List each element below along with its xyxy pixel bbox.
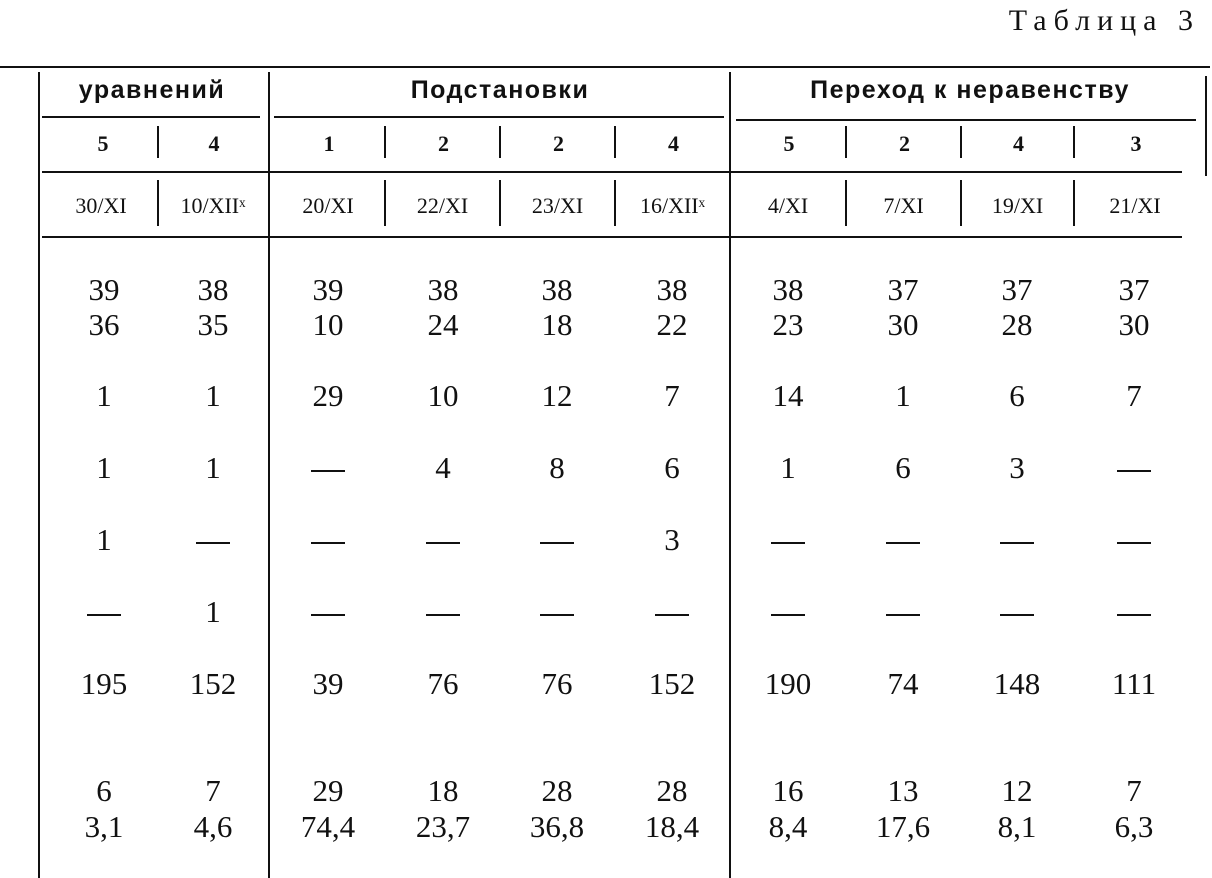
table-cell: 1 [205,450,221,485]
table-cell: 29 [312,773,344,808]
table-cell: 23,7 [415,809,471,844]
table-cell: 6 [664,450,680,485]
table-cell: 38 [197,272,229,307]
em-dash [1000,542,1034,544]
table-cell [387,594,499,630]
left-table-border [38,72,40,878]
table-cell: 35 [197,307,229,342]
group-header-equations: уравнений [78,76,226,104]
table-cell: 6 [895,450,911,485]
table-cell: 17,6 [875,809,931,844]
table-cell: 16 [772,773,804,808]
table-cell: 38 [656,272,688,307]
table-cell [48,594,160,630]
table-cell: 39 [312,272,344,307]
em-dash [426,542,460,544]
table-cell: 8,1 [997,809,1037,844]
table-cell: 6 [1009,378,1025,413]
table-cell: 23 [772,307,804,342]
table-cell: 7 [1126,773,1142,808]
col-sep [384,126,386,158]
column-number: 5 [783,131,795,156]
table-cell: 3 [664,522,680,557]
group-underline-equations [42,116,260,118]
em-dash [87,614,121,616]
table-cell: 6,3 [1114,809,1154,844]
table-cell: 36 [88,307,120,342]
table-cell: 3,1 [84,809,124,844]
table-cell: 1 [895,378,911,413]
column-number: 5 [97,131,109,156]
table-cell: 30 [1118,307,1150,342]
group-underline-inequality [736,119,1196,121]
column-date: 22/XI [416,193,469,218]
table-cell: 14 [772,378,804,413]
table-cell [1078,450,1190,486]
table-cell [847,594,959,630]
table-cell [272,522,384,558]
table-cell: 4 [435,450,451,485]
table-cell: 7 [1126,378,1142,413]
table-cell: 76 [541,666,573,701]
group-header-substitutions: Подстановки [410,76,590,104]
table-cell: 8,4 [768,809,808,844]
table-cell [272,594,384,630]
column-number: 3 [1130,131,1142,156]
table-cell [961,522,1073,558]
column-number: 2 [438,131,449,156]
table-cell: 39 [312,666,344,701]
em-dash [1000,614,1034,616]
table-title: Таблица 3 [1008,4,1200,37]
table-cell [847,522,959,558]
column-number: 1 [323,131,335,156]
table-cell: 8 [549,450,565,485]
em-dash [540,542,574,544]
column-date: 16/XIIˣ [639,193,705,218]
header-bottom-rule [42,236,1182,238]
table-cell: 38 [541,272,573,307]
table-cell: 7 [205,773,221,808]
table-cell [387,522,499,558]
em-dash [311,470,345,472]
column-date: 20/XI [302,193,354,218]
table-cell [961,594,1073,630]
table-cell: 29 [312,378,344,413]
em-dash [426,614,460,616]
table-cell: 195 [80,666,128,701]
table-cell [1078,594,1190,630]
table-cell: 1 [96,450,112,485]
column-date: 19/XI [991,193,1044,218]
table-cell: 18 [427,773,459,808]
group-underline-substitutions [274,116,724,118]
em-dash [886,614,920,616]
column-date: 4/XI [767,193,809,218]
col-sep [1073,126,1075,158]
column-number: 4 [1013,131,1024,156]
column-date: 10/XIIˣ [180,193,246,218]
table-cell: 12 [541,378,573,413]
table-cell [157,522,269,558]
col-sep [614,126,616,158]
em-dash [1117,542,1151,544]
col-sep [499,126,501,158]
table-cell: 111 [1111,666,1157,701]
column-number: 2 [553,131,564,156]
table-cell: 37 [1001,272,1033,307]
table-cell: 13 [887,773,919,808]
table-top-rule [0,66,1210,68]
em-dash [311,614,345,616]
column-number: 4 [668,131,679,156]
col-sep [845,126,847,158]
em-dash [311,542,345,544]
table-cell: 3 [1009,450,1025,485]
table-cell: 76 [427,666,459,701]
col-sep [960,126,962,158]
table-cell: 74 [887,666,919,701]
table-cell: 38 [427,272,459,307]
column-date: 21/XI [1109,193,1161,218]
table-cell: 1 [96,522,112,557]
column-date: 7/XI [883,193,924,218]
em-dash [771,542,805,544]
table-cell: 1 [780,450,796,485]
table-cell: 39 [88,272,120,307]
table-cell: 74,4 [300,809,356,844]
em-dash [886,542,920,544]
table-cell: 18,4 [644,809,700,844]
table-cell: 36,8 [529,809,585,844]
table-cell: 152 [189,666,237,701]
table-cell: 190 [764,666,812,701]
em-dash [196,542,230,544]
table-cell: 1 [96,378,112,413]
em-dash [1117,614,1151,616]
em-dash [1117,470,1151,472]
table-cell: 28 [1001,307,1033,342]
group-header-inequality: Переход к неравенству [810,76,1130,104]
table-cell: 22 [656,307,688,342]
table-cell: 24 [427,307,459,342]
table-cell: 30 [887,307,919,342]
table-cell: 28 [656,773,688,808]
table-cell: 6 [96,773,112,808]
table-cell: 4,6 [193,809,233,844]
table-cell [732,594,844,630]
table-cell [616,594,728,630]
table-cell: 10 [312,307,344,342]
em-dash [655,614,689,616]
table-cell: 37 [887,272,919,307]
number-row-rule [42,171,1182,173]
column-number: 2 [899,131,910,156]
table-cell: 1 [205,594,221,629]
table-cell [732,522,844,558]
em-dash [771,614,805,616]
table-cell: 148 [993,666,1041,701]
table-cell: 1 [205,378,221,413]
column-date: 23/XI [531,193,584,218]
table-cell: 7 [664,378,680,413]
table-cell: 10 [427,378,459,413]
table-cell: 38 [772,272,804,307]
table-cell [1078,522,1190,558]
em-dash [540,614,574,616]
table-cell: 28 [541,773,573,808]
table-cell [501,594,613,630]
table-cell: 37 [1118,272,1150,307]
table-cell: 12 [1001,773,1033,808]
column-date: 30/XI [75,193,127,218]
column-number: 4 [208,131,220,156]
table-cell [272,450,384,486]
table-cell [501,522,613,558]
table-cell: 152 [648,666,696,701]
table-cell: 18 [541,307,573,342]
